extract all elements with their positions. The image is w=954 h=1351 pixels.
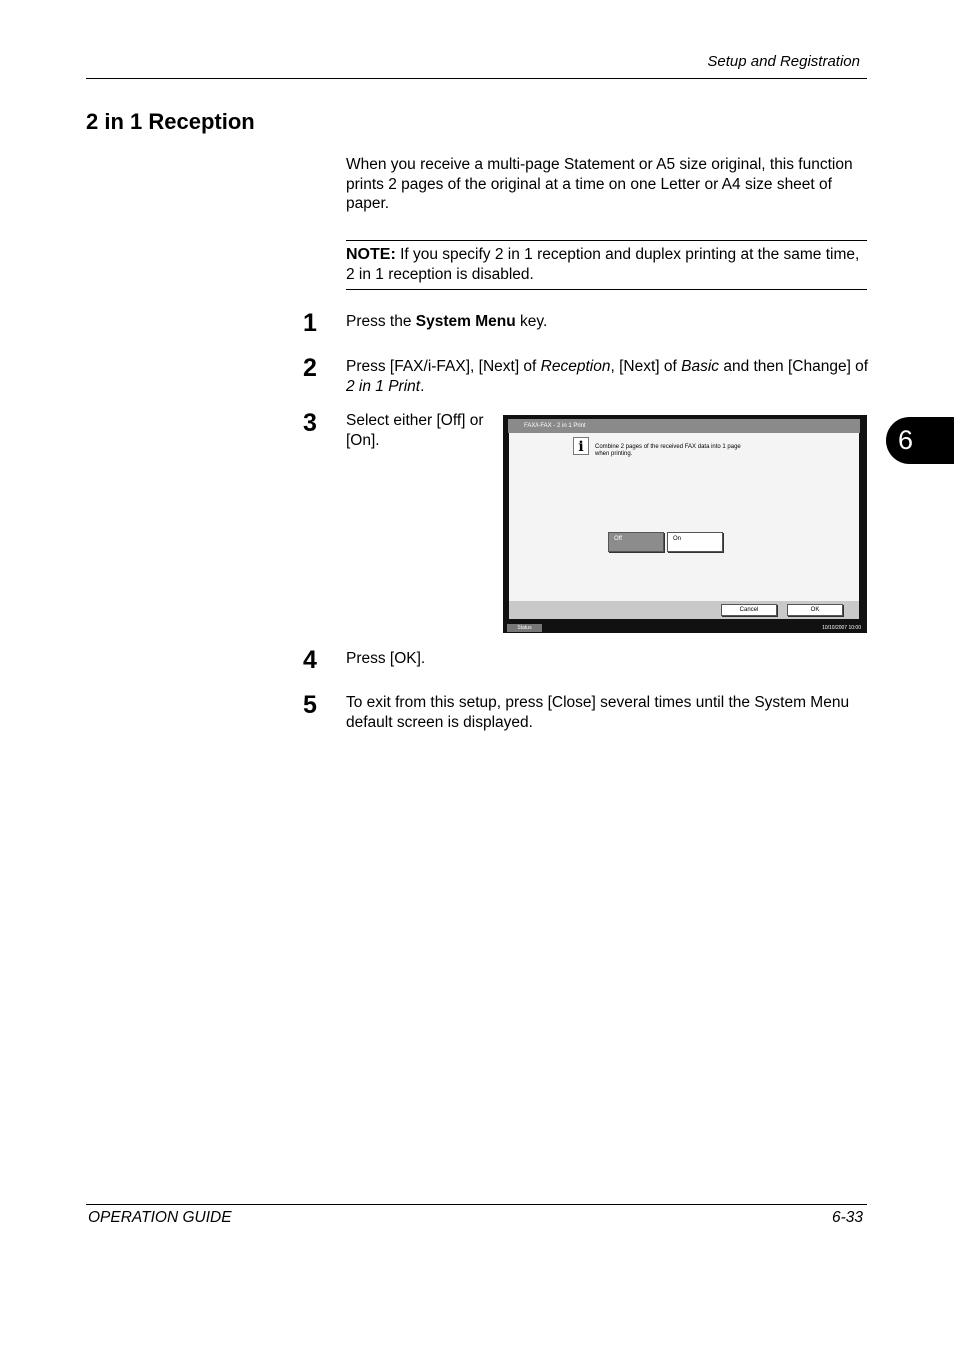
- screen-footer: [509, 601, 859, 619]
- step-number: 4: [303, 646, 317, 674]
- off-button[interactable]: Off: [608, 532, 664, 552]
- panel-screenshot: [503, 415, 867, 633]
- step-number: 3: [303, 409, 317, 437]
- intro-paragraph: When you receive a multi-page Statement or A5 size original, this function prints 2 pages of the original at a time on one Letter or A4 size sheet of paper.: [346, 156, 853, 212]
- info-icon: i: [573, 437, 589, 455]
- ok-button[interactable]: OK: [787, 604, 843, 616]
- step-text-part: Press [FAX/i-FAX], [Next] of: [346, 358, 541, 375]
- step-number: 5: [303, 691, 317, 719]
- note: [346, 245, 861, 284]
- screen-datetime: 10/10/2007 10:00: [822, 625, 861, 631]
- footer-guide-name: OPERATION GUIDE: [88, 1209, 232, 1226]
- note-bottom-rule: [346, 289, 867, 290]
- screen-body: [509, 433, 859, 601]
- on-button[interactable]: On: [667, 532, 723, 552]
- step-text: [346, 357, 871, 396]
- chapter-tab: 6: [886, 417, 954, 464]
- page-number: 6-33: [831, 1209, 863, 1226]
- screen-title: FAX/i-FAX - 2 in 1 Print: [508, 419, 860, 433]
- step-text-part: , [Next] of: [610, 358, 682, 375]
- screen-message: Combine 2 pages of the received FAX data into 1 page when printing.: [595, 444, 741, 457]
- cancel-button[interactable]: Cancel: [721, 604, 777, 616]
- step-text: [346, 312, 871, 332]
- note-text: If you specify 2 in 1 reception and duplex printing at the same time, 2 in 1 reception is disabled.: [346, 246, 860, 283]
- step-text-part: key.: [515, 313, 548, 330]
- step-text: To exit from this setup, press [Close] several times until the System Menu default screen is displayed.: [346, 694, 850, 731]
- section-title: 2 in 1 Reception: [86, 109, 255, 134]
- step-number: 1: [303, 309, 317, 337]
- step-italic: 2 in 1 Print: [346, 377, 421, 395]
- step-italic: Basic: [681, 358, 720, 375]
- status-button[interactable]: Status: [507, 624, 542, 632]
- step-number: 2: [303, 354, 317, 382]
- step-text-part: Press the: [346, 313, 416, 330]
- step-italic: Reception: [540, 358, 611, 375]
- step-text-part: and then [Change] of: [719, 358, 869, 375]
- running-header: Setup and Registration: [707, 53, 860, 70]
- step-text: Select either [Off] or [On].: [346, 412, 484, 449]
- footer-rule: [86, 1204, 867, 1205]
- step-key-name: System Menu: [415, 313, 516, 330]
- note-top-rule: [346, 240, 867, 241]
- step-text: Press [OK].: [346, 650, 426, 667]
- header-rule: [86, 78, 867, 79]
- note-label: NOTE:: [346, 246, 396, 263]
- step-text-part: .: [420, 377, 425, 395]
